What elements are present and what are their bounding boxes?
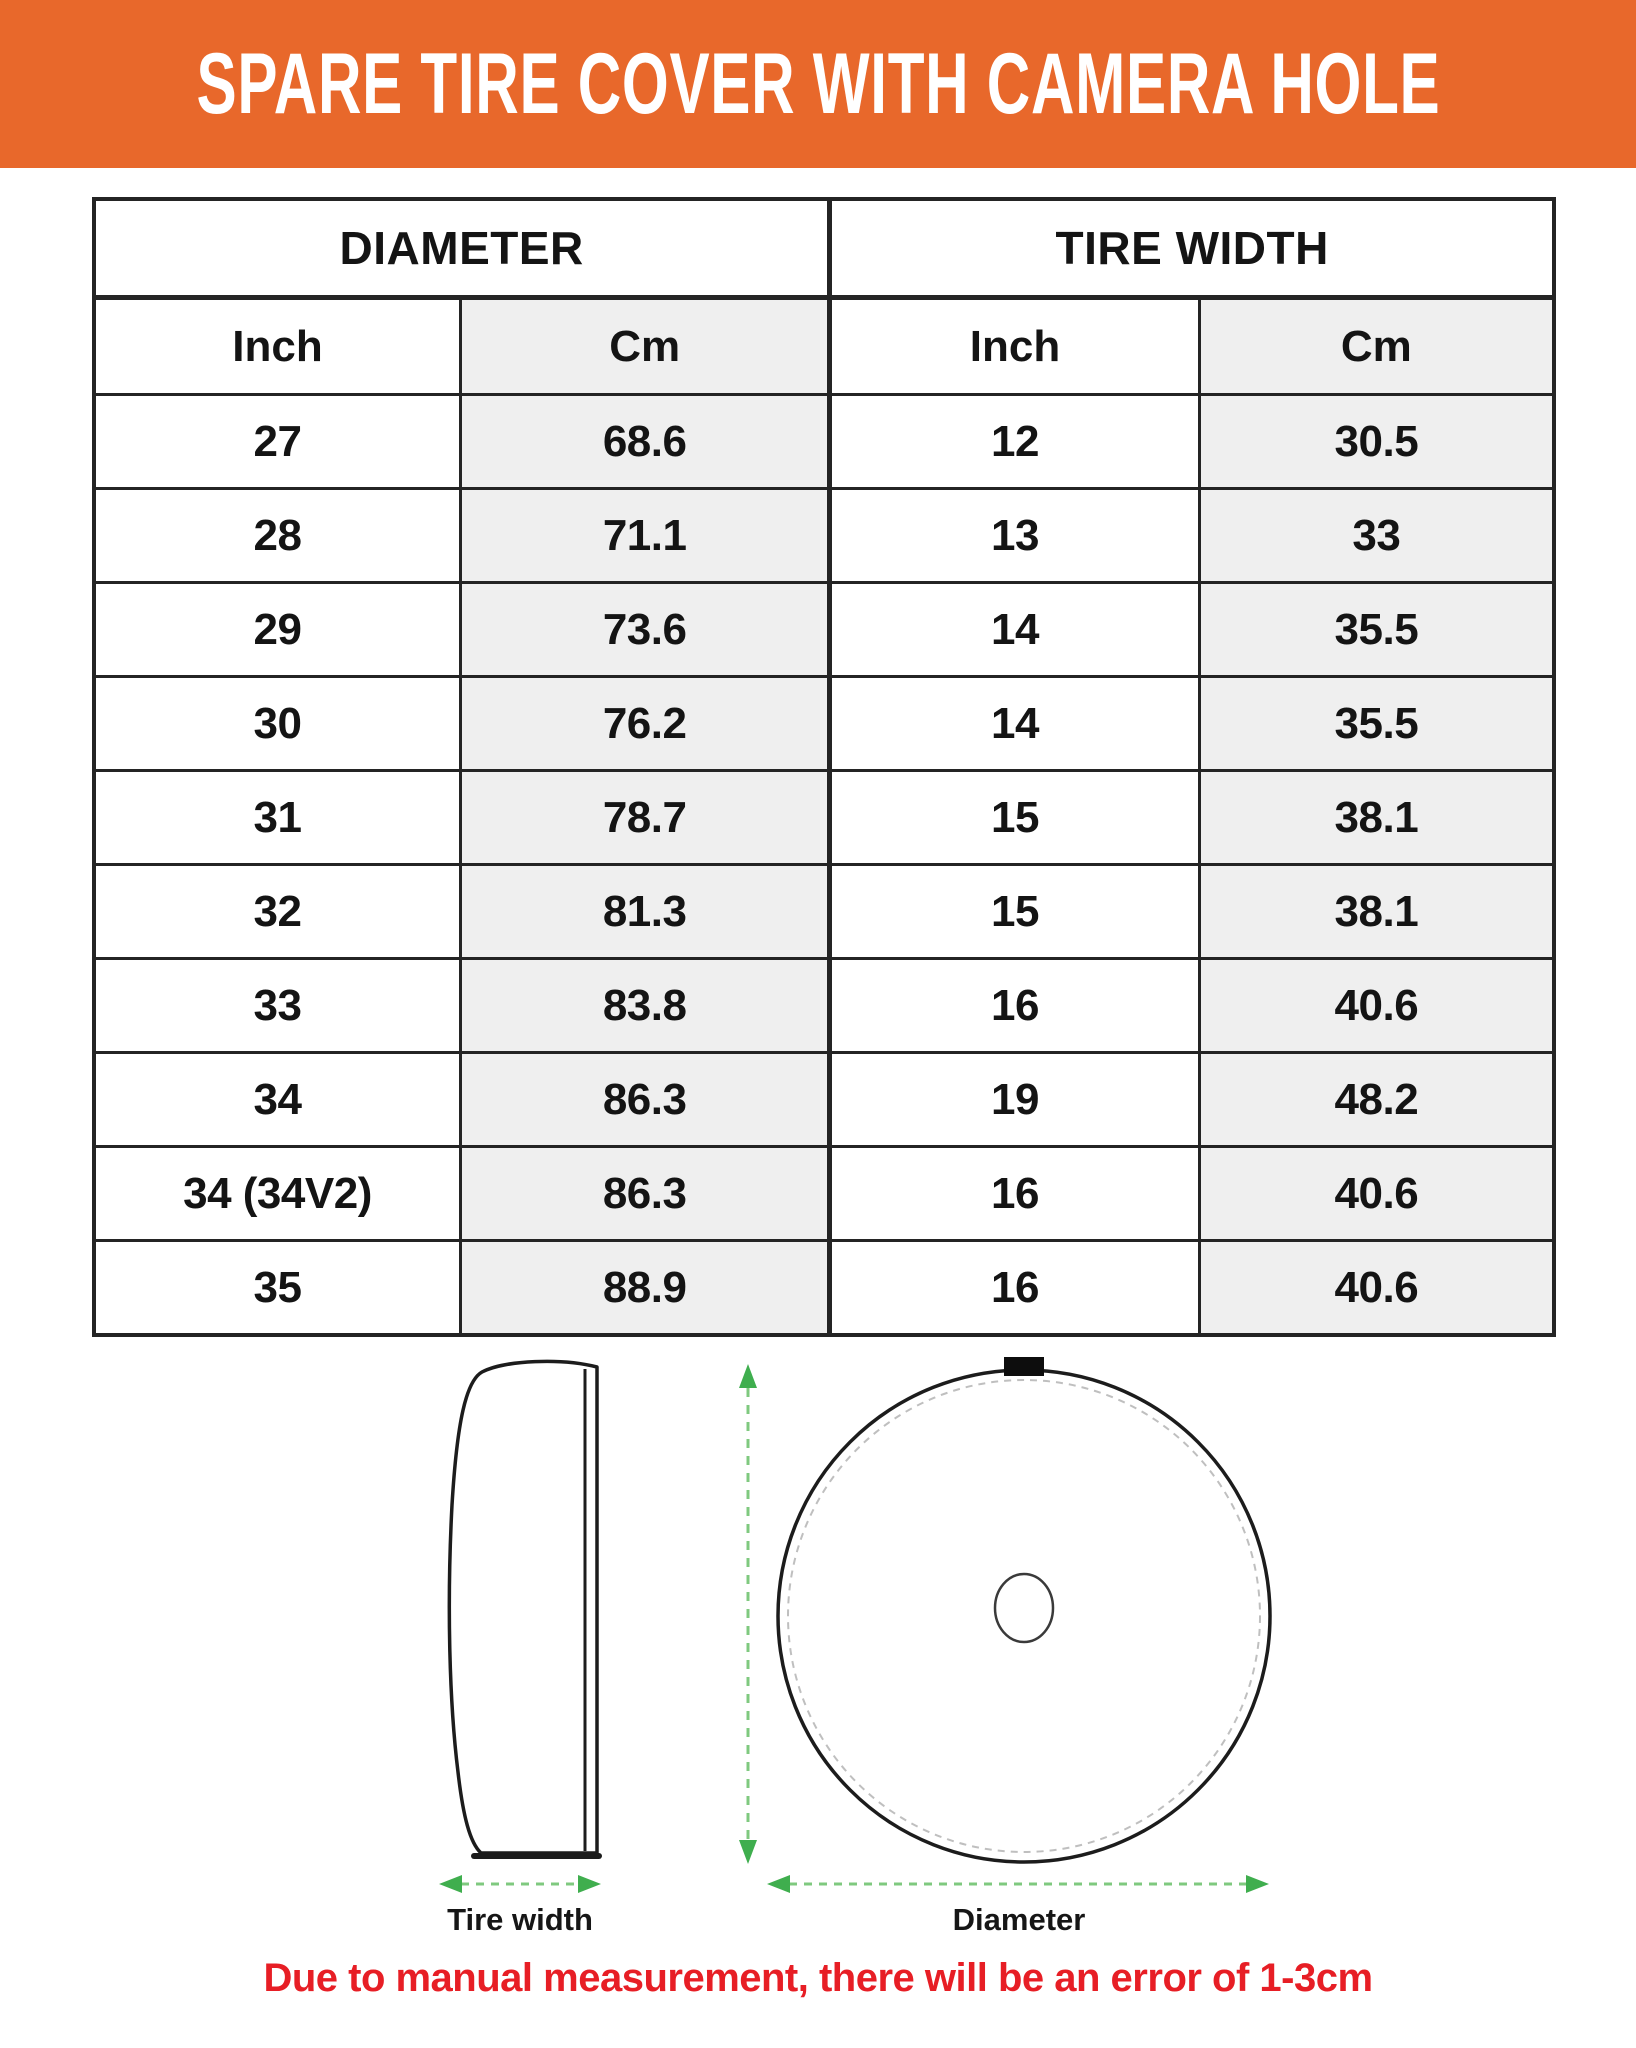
cell-width-cm: 40.6	[1199, 1147, 1554, 1241]
camera-hole-tab	[1004, 1357, 1044, 1376]
cell-width-cm: 40.6	[1199, 1241, 1554, 1336]
table-row	[94, 1241, 1554, 1336]
cell-width-inch: 13	[830, 489, 1199, 583]
diameter-arrow	[767, 1875, 1269, 1893]
cell-diameter-inch: 34 (34V2)	[94, 1147, 460, 1241]
cell-width-cm: 33	[1199, 489, 1554, 583]
cell-diameter-inch: 32	[94, 865, 460, 959]
cell-diameter-cm: 76.2	[460, 677, 829, 771]
cell-diameter-cm: 86.3	[460, 1147, 829, 1241]
cell-diameter-cm: 86.3	[460, 1053, 829, 1147]
cell-diameter-cm: 68.6	[460, 395, 829, 489]
col-header-width-inch: Inch	[830, 298, 1199, 395]
table-row	[94, 489, 1554, 583]
cell-width-cm: 35.5	[1199, 583, 1554, 677]
table-row	[94, 865, 1554, 959]
cell-diameter-inch: 29	[94, 583, 460, 677]
cell-width-inch: 15	[830, 771, 1199, 865]
height-arrow	[739, 1364, 757, 1864]
cell-width-cm: 48.2	[1199, 1053, 1554, 1147]
col-header-diameter-cm: Cm	[460, 298, 829, 395]
cell-diameter-inch: 30	[94, 677, 460, 771]
cell-width-cm: 38.1	[1199, 771, 1554, 865]
cell-diameter-cm: 71.1	[460, 489, 829, 583]
cell-diameter-cm: 88.9	[460, 1241, 829, 1336]
tire-front-view	[778, 1357, 1270, 1862]
cell-diameter-inch: 27	[94, 395, 460, 489]
column-header-row	[94, 298, 1554, 395]
tire-width-label: Tire width	[447, 1902, 593, 1937]
cell-width-inch: 14	[830, 677, 1199, 771]
tire-width-arrow	[439, 1875, 601, 1893]
cell-width-inch: 14	[830, 583, 1199, 677]
cell-diameter-inch: 33	[94, 959, 460, 1053]
cell-diameter-cm: 73.6	[460, 583, 829, 677]
table-row	[94, 959, 1554, 1053]
cell-diameter-inch: 35	[94, 1241, 460, 1336]
table-row	[94, 1053, 1554, 1147]
group-header-row	[94, 199, 1554, 298]
page-title: SPARE TIRE COVER WITH CAMERA HOLE	[196, 35, 1440, 132]
cell-diameter-cm: 78.7	[460, 771, 829, 865]
table-row	[94, 677, 1554, 771]
cell-width-cm: 30.5	[1199, 395, 1554, 489]
col-header-width-cm: Cm	[1199, 298, 1554, 395]
table-row	[94, 1147, 1554, 1241]
cell-width-inch: 12	[830, 395, 1199, 489]
cell-width-inch: 19	[830, 1053, 1199, 1147]
diameter-group-header: DIAMETER	[94, 199, 830, 298]
table-row	[94, 395, 1554, 489]
size-table	[92, 197, 1556, 1337]
center-camera-hole	[995, 1574, 1053, 1642]
measurement-error-note: Due to manual measurement, there will be an error of 1-3cm	[263, 1956, 1373, 2000]
tire-width-group-header: TIRE WIDTH	[830, 199, 1554, 298]
header-banner	[0, 0, 1636, 168]
cell-diameter-inch: 28	[94, 489, 460, 583]
cell-width-inch: 16	[830, 1241, 1199, 1336]
col-header-diameter-inch: Inch	[94, 298, 460, 395]
cell-width-inch: 15	[830, 865, 1199, 959]
cell-width-cm: 38.1	[1199, 865, 1554, 959]
diameter-label: Diameter	[952, 1902, 1086, 1937]
table-row	[94, 583, 1554, 677]
cell-width-inch: 16	[830, 1147, 1199, 1241]
cell-width-inch: 16	[830, 959, 1199, 1053]
tire-measurement-diagram	[0, 1330, 1636, 1955]
cell-diameter-inch: 34	[94, 1053, 460, 1147]
cell-diameter-inch: 31	[94, 771, 460, 865]
cell-diameter-cm: 81.3	[460, 865, 829, 959]
tire-side-view	[449, 1361, 599, 1856]
cell-width-cm: 35.5	[1199, 677, 1554, 771]
cell-width-cm: 40.6	[1199, 959, 1554, 1053]
cell-diameter-cm: 83.8	[460, 959, 829, 1053]
table-row	[94, 771, 1554, 865]
